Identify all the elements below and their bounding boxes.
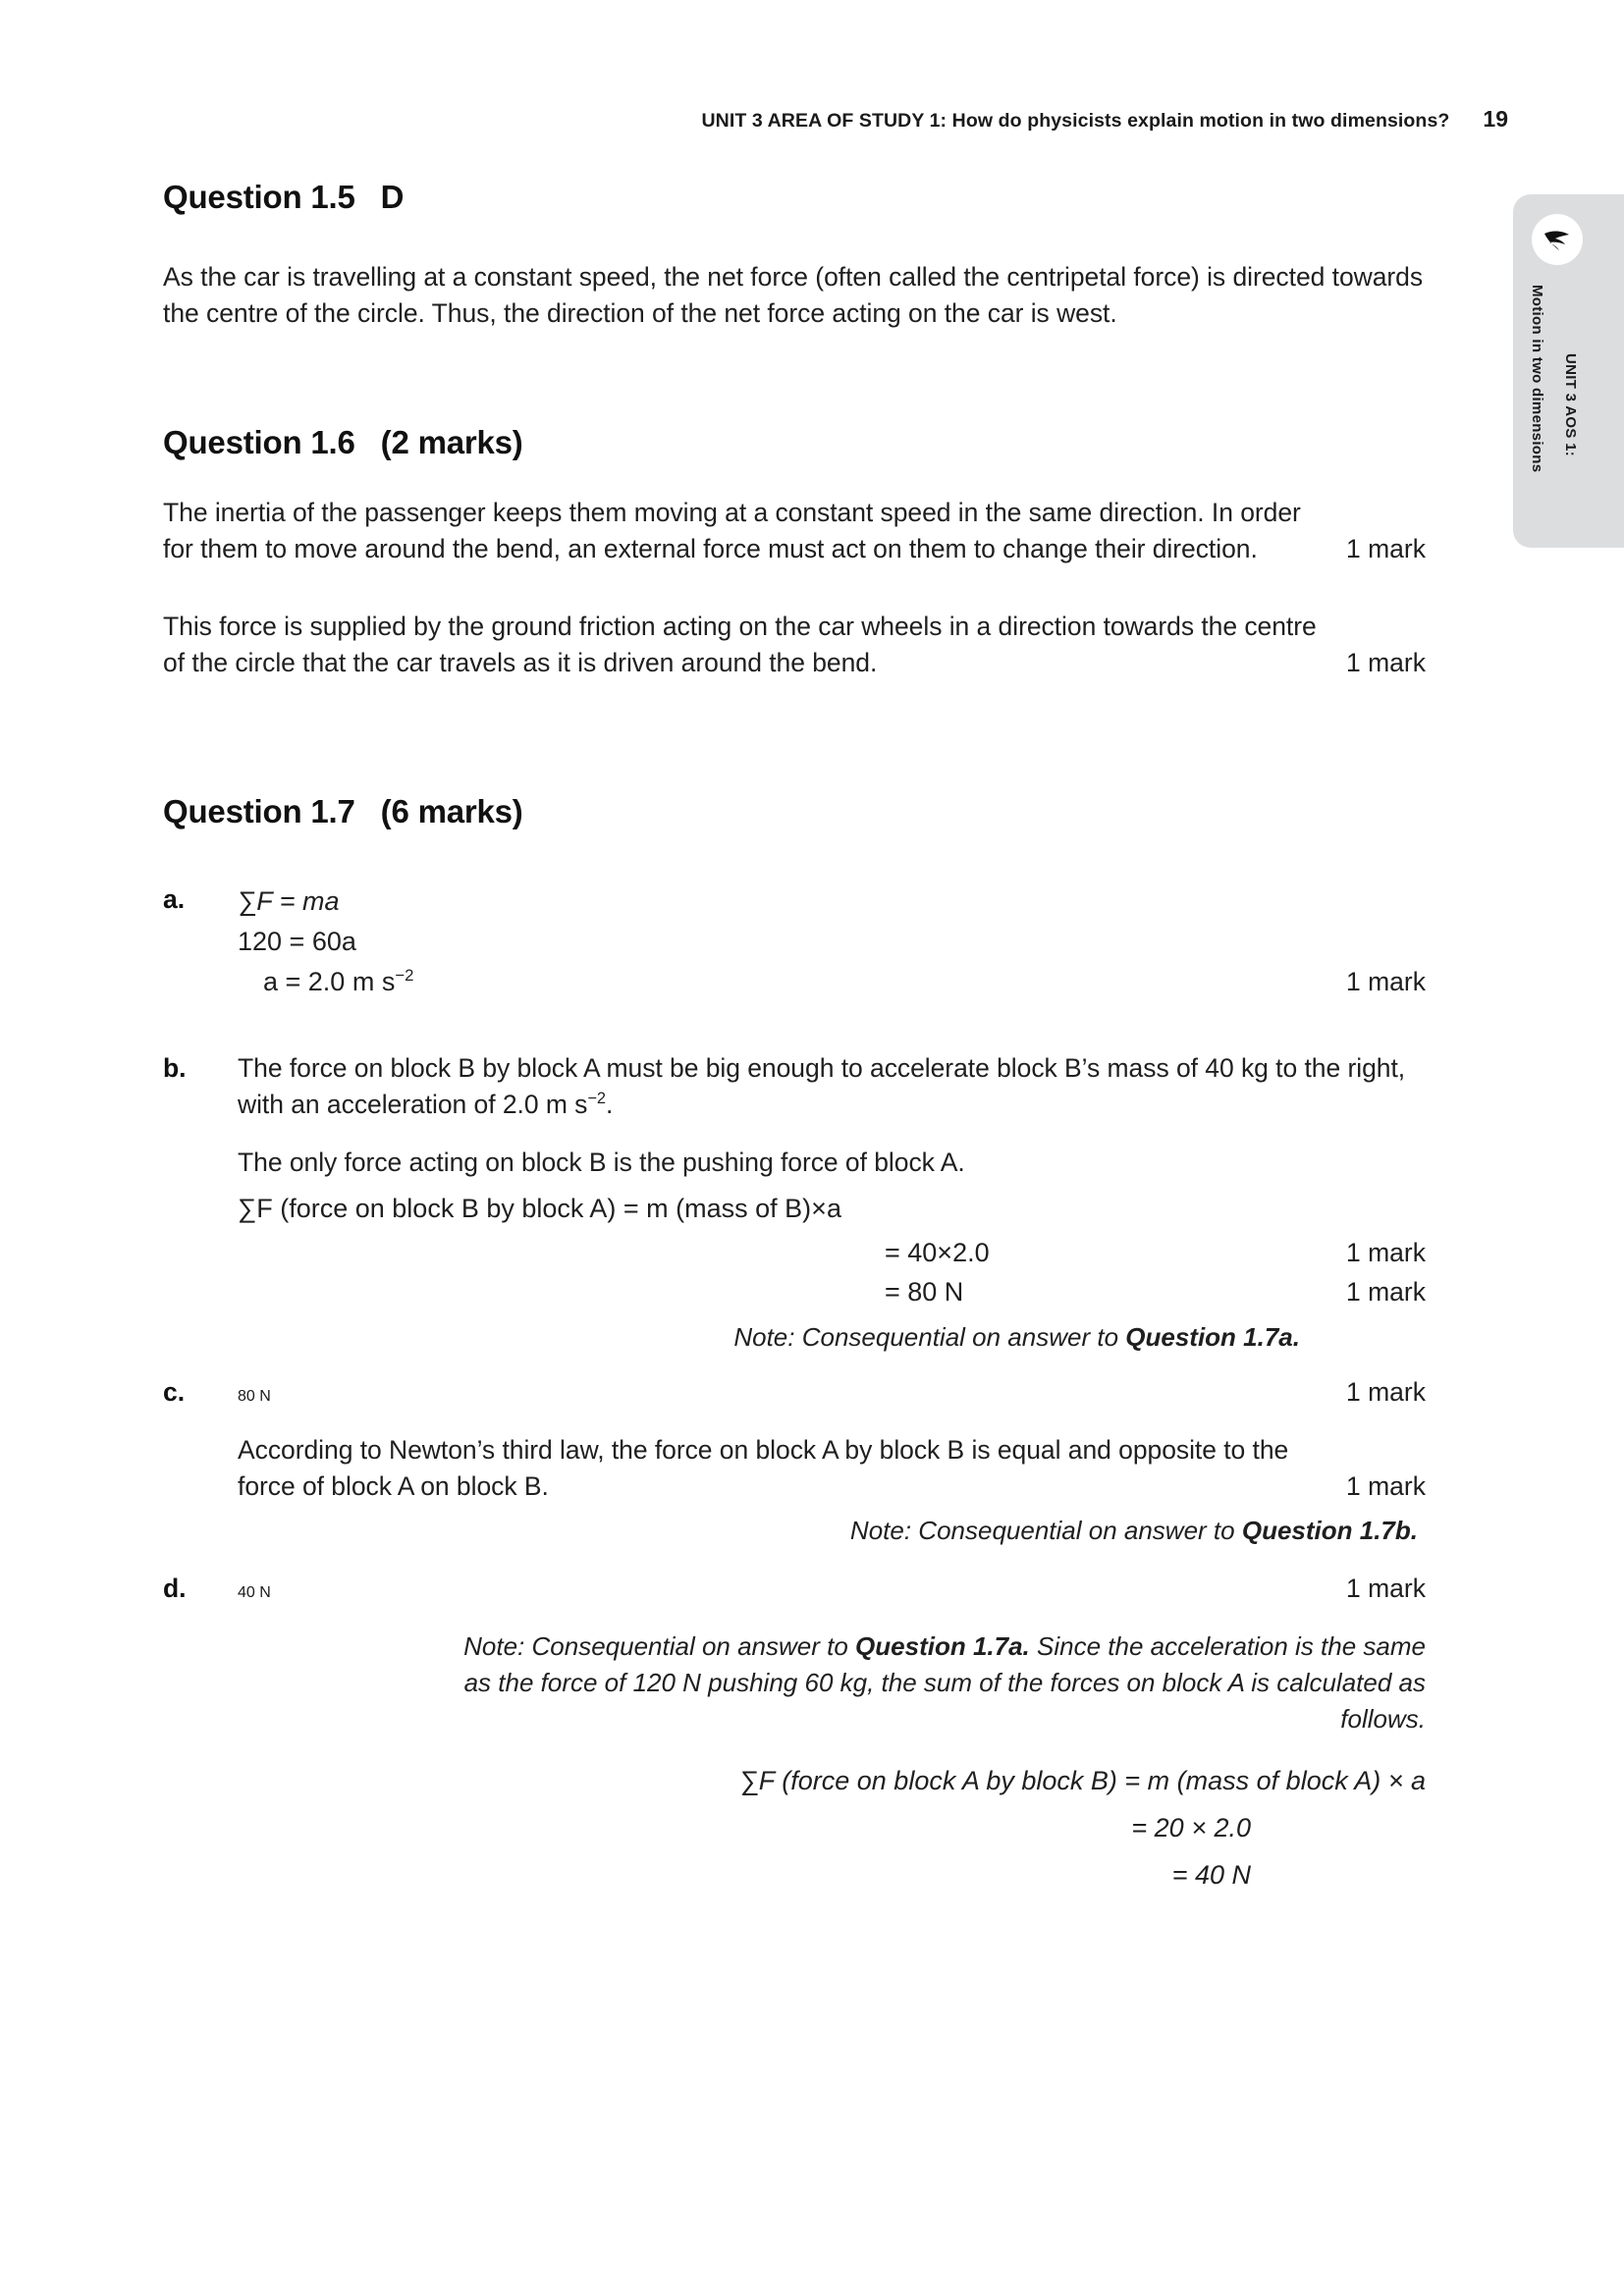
question-1-6-heading [163,424,1426,461]
question-1-6-answer-part-1 [163,495,1426,567]
equation-sum-f: ∑F = ma [238,886,340,916]
part-c-note [238,1513,1426,1549]
part-b-statement [238,1050,1426,1123]
answer-with-mark-row [163,495,1426,567]
part-b-exponent: −2 [587,1090,607,1108]
part-letter-a: a. [163,884,186,914]
mark-allocation: 1 mark [1346,1574,1426,1603]
part-c-note-reference: Question 1.7b. [1241,1516,1418,1545]
page-number: 19 [1483,106,1508,132]
part-b-note-prefix: Note: Consequential on answer to [733,1322,1126,1352]
part-d-calc-line-1: = 20 × 2.0 [1131,1813,1251,1842]
part-letter-d: d. [163,1574,187,1603]
part-b-calc-line-2: = 80 N [885,1277,964,1307]
question-1-5-answer [163,259,1426,332]
question-1-7-heading [163,793,1426,830]
part-d-calc-line-2: = 40 N [1171,1860,1251,1890]
question-1-7-marks: (6 marks) [380,793,523,829]
running-header [701,106,1508,133]
equation-substitution: 120 = 60a [238,927,356,956]
question-1-5-answer-key: D [380,179,405,215]
part-row [163,881,1426,1002]
question-1-5-heading-row [163,179,1426,216]
part-c-note-prefix: Note: Consequential on answer to [849,1516,1242,1545]
running-header-title: UNIT 3 AREA OF STUDY 1: How do physicists explain motion in two dimensions? [701,110,1450,132]
equation-acceleration-exponent: −2 [395,966,414,985]
question-1-5-label: Question 1.5 [163,179,355,215]
question-1-7-part-a [163,881,1426,1002]
question-1-6-heading-row [163,424,1426,461]
side-tab-labels [1513,285,1623,542]
question-1-7-label: Question 1.7 [163,793,355,829]
question-1-6-paragraph-2: This force is supplied by the ground friction acting on the car wheels in a direction towards the centre of the circle that the car travels as it is driven around the bend. [163,612,1317,677]
part-b-statement-tail: . [606,1090,614,1119]
part-a-body [238,881,1426,1002]
equation-acceleration-text: a = 2.0 m s [263,967,396,996]
part-b-statement-line-1: The force on block B by block A must be big enough to accelerate [238,1053,990,1083]
question-1-6-label: Question 1.6 [163,424,355,460]
mark-allocation: 1 mark [1346,648,1426,677]
part-c-body [238,1374,1426,1549]
part-b-note-reference: Question 1.7a. [1125,1322,1300,1352]
part-letter-b: b. [163,1053,187,1083]
mark-allocation: 1 mark [1346,1238,1426,1267]
answer-with-mark-row [163,609,1426,681]
part-d-note-reference: Question 1.7a. [855,1631,1030,1661]
side-chapter-tab[interactable] [1513,194,1624,548]
side-tab-unit: UNIT 3 AOS 1: [1562,353,1579,457]
part-c-explanation: According to Newton’s third law, the force on block A by block B is equal and opposite to the force of block A on block B. [238,1435,1289,1501]
part-d-note-rest: Since the acceleration is the same as the force of 120 N pushing 60 kg, the sum of the forces on block A is calculated as follows. [463,1631,1426,1734]
question-1-6-paragraph-1: The inertia of the passenger keeps them moving at a constant speed in the same direction. In order for them to move around the bend, an external force must act on them to change their direction. [163,498,1301,563]
equation-acceleration [238,962,413,1002]
question-1-5-paragraph: As the car is travelling at a constant speed, the net force (often called the centripetal force) is directed towards the centre of the circle. Thus, the direction of the net force acting on the car is west. [163,262,1424,328]
question-1-7-part-b [163,1050,1426,1356]
mark-allocation: 1 mark [1346,1277,1426,1307]
part-row [163,1050,1426,1356]
part-b-only-force: The only force acting on block B is the pushing force of block A. [238,1148,965,1177]
question-1-7-heading-row [163,793,1426,830]
part-row [163,1571,1426,1895]
question-1-7-part-c [163,1374,1426,1549]
mark-allocation: 1 mark [1346,534,1426,563]
question-1-6-answer-part-2 [163,609,1426,681]
mark-allocation: 1 mark [1346,967,1426,996]
part-d-body [238,1571,1426,1895]
part-b-force-equation: ∑F (force on block B by block A) = m (mass of B)×a [238,1194,841,1223]
part-b-statement-line-2: block B’s mass of 40 kg to the right, with an acceleration of 2.0 m s [238,1053,1406,1119]
mark-allocation: 1 mark [1346,1377,1426,1407]
part-b-body [238,1050,1426,1356]
part-letter-c: c. [163,1377,186,1407]
motion-swirl-icon [1532,214,1583,265]
part-d-note [238,1629,1426,1737]
question-1-7-part-d [163,1571,1426,1895]
mark-allocation: 1 mark [1346,1471,1426,1501]
part-b-note [238,1319,1426,1356]
question-1-6-marks: (2 marks) [380,424,523,460]
part-b-calc-line-1: = 40×2.0 [885,1238,990,1267]
part-row [163,1374,1426,1549]
question-1-5-heading [163,179,1426,216]
side-tab-topic: Motion in two dimensions [1529,285,1545,473]
part-d-note-prefix: Note: Consequential on answer to [463,1631,856,1661]
part-d-equation: ∑F (force on block A by block B) = m (mass of block A) × a [739,1766,1426,1795]
part-c-answer: 80 N [238,1388,271,1405]
part-d-answer: 40 N [238,1584,271,1601]
